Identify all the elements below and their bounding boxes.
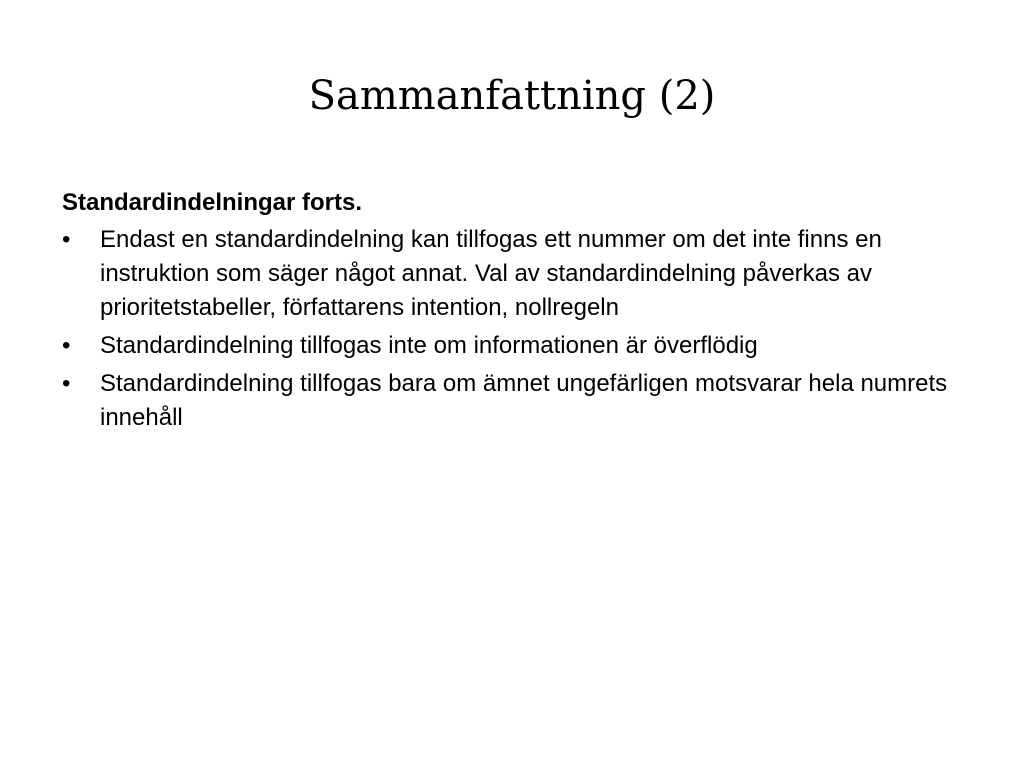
bullet-item: [62, 329, 972, 363]
bullet-list: [62, 223, 972, 435]
bullet-marker: •: [62, 332, 71, 359]
bullet-marker: •: [62, 226, 71, 253]
bullet-text: Standardindelning tillfogas bara om ämnet ungefärligen motsvarar hela numrets innehåll: [100, 370, 948, 431]
bullet-item: [62, 367, 972, 435]
subheading: Standardindelningar forts.: [62, 189, 363, 216]
slide-content: [62, 186, 972, 439]
slide-title: Sammanfattning (2): [308, 73, 716, 119]
bullet-item: [62, 223, 972, 325]
bullet-text: Endast en standardindelning kan tillfogas ett nummer om det inte finns en instruktion som säger något annat. Val av standardindelning påverkas av prioritetstabeller, författarens intention, nollregeln: [100, 226, 882, 321]
bullet-text: Standardindelning tillfogas inte om informationen är överflödig: [100, 332, 758, 359]
bullet-marker: •: [62, 370, 71, 397]
